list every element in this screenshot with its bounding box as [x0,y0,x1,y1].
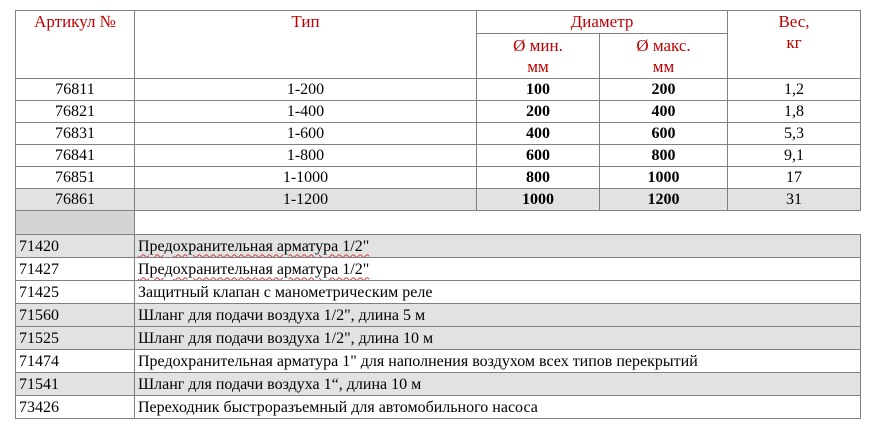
accessory-article: 71560 [16,304,135,327]
header-diameter: Диаметр [477,11,728,34]
header-dmin [477,34,600,79]
product-article: 76861 [16,189,135,211]
header-weight-line2: кг [786,33,802,52]
product-type: 1-600 [135,123,477,145]
product-article: 76821 [16,101,135,123]
accessory-description: Шланг для подачи воздуха 1/2", длина 10 м [135,327,861,350]
header-dmin-line2: мм [527,57,549,76]
accessory-article: 71474 [16,350,135,373]
product-dmax: 800 [600,145,728,167]
product-dmin: 800 [477,167,600,189]
separator-spacer [135,211,861,235]
accessory-row [16,350,861,373]
product-dmax: 400 [600,101,728,123]
header-dmin-line1: Ø мин. [513,36,563,55]
accessory-article: 71420 [16,235,135,258]
product-type: 1-1000 [135,167,477,189]
header-weight [728,11,861,79]
header-dmax [600,34,728,79]
accessory-description: Защитный клапан с манометрическим реле [135,281,861,304]
header-row-1 [16,11,861,34]
header-dmax-line1: Ø макс. [636,36,691,55]
product-type: 1-200 [135,79,477,101]
product-row [16,189,861,211]
accessory-description: Шланг для подачи воздуха 1/2", длина 5 м [135,304,861,327]
product-weight: 9,1 [728,145,861,167]
product-weight: 31 [728,189,861,211]
product-article: 76811 [16,79,135,101]
product-weight: 5,3 [728,123,861,145]
accessory-article: 71525 [16,327,135,350]
accessory-row [16,327,861,350]
product-article: 76831 [16,123,135,145]
product-dmax: 1000 [600,167,728,189]
product-weight: 1,2 [728,79,861,101]
accessory-row [16,396,861,419]
accessory-description-text: Предохранительная арматура 1/2" [138,260,370,278]
product-dmin: 100 [477,79,600,101]
product-row [16,123,861,145]
accessory-description: Переходник быстроразъемный для автомобильного насоса [135,396,861,419]
product-article: 76841 [16,145,135,167]
product-type: 1-800 [135,145,477,167]
accessory-article: 71427 [16,258,135,281]
accessory-description [135,258,861,281]
product-dmin: 200 [477,101,600,123]
accessory-row [16,373,861,396]
product-dmin: 600 [477,145,600,167]
accessory-article: 73426 [16,396,135,419]
product-row [16,79,861,101]
product-dmax: 600 [600,123,728,145]
header-dmax-line2: мм [652,57,675,76]
accessory-description: Предохранительная арматура 1" для наполнения воздухом всех типов перекрытий [135,350,861,373]
product-dmax: 1200 [600,189,728,211]
product-dmin: 400 [477,123,600,145]
accessory-row [16,304,861,327]
product-weight: 17 [728,167,861,189]
product-dmin: 1000 [477,189,600,211]
header-weight-line1: Вес, [778,12,810,31]
product-table [15,10,861,419]
accessory-description-text: Предохранительная арматура 1/2" [138,237,370,255]
accessory-row [16,281,861,304]
accessory-description: Шланг для подачи воздуха 1“, длина 10 м [135,373,861,396]
product-dmax: 200 [600,79,728,101]
accessory-article: 71541 [16,373,135,396]
product-weight: 1,8 [728,101,861,123]
product-type: 1-400 [135,101,477,123]
header-type: Тип [135,11,477,79]
accessory-article: 71425 [16,281,135,304]
header-article: Артикул № [16,11,135,79]
product-row [16,145,861,167]
accessory-row [16,235,861,258]
accessory-row [16,258,861,281]
product-row [16,101,861,123]
product-type: 1-1200 [135,189,477,211]
product-article: 76851 [16,167,135,189]
product-row [16,167,861,189]
separator-row [16,211,861,235]
accessory-description [135,235,861,258]
separator-cell [16,211,135,235]
